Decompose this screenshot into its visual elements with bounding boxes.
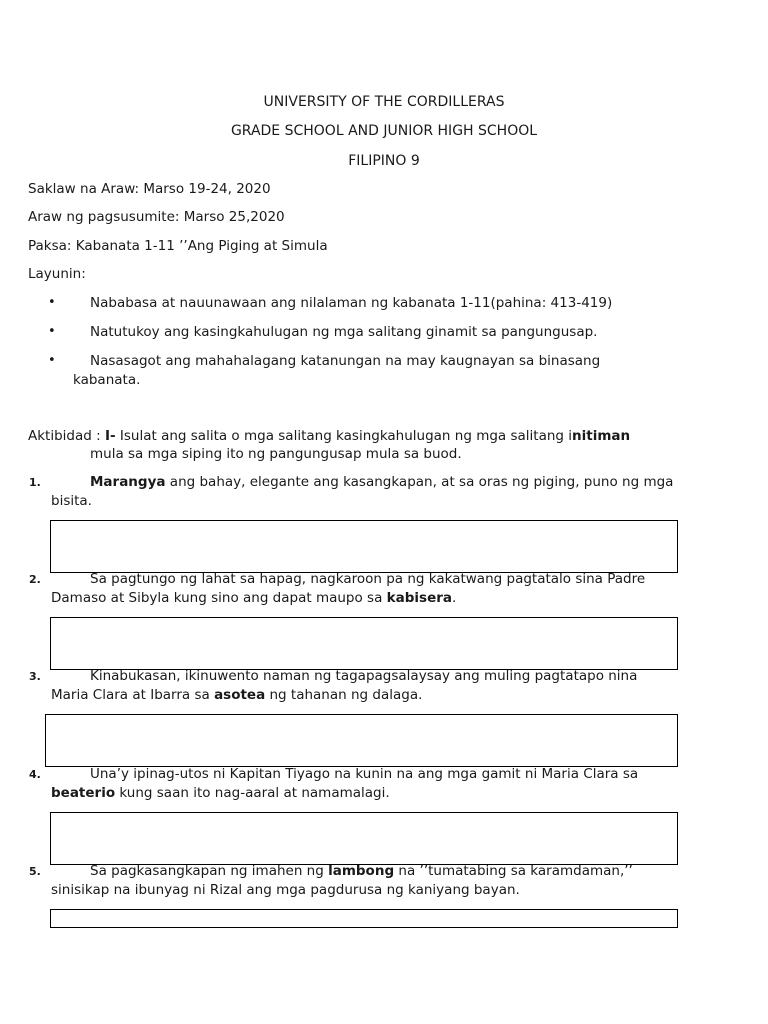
subject-title: FILIPINO 9	[348, 153, 420, 169]
activity-label: Aktibidad :	[28, 428, 105, 444]
bullet-icon: •	[48, 295, 56, 310]
target-word: Marangya	[90, 474, 166, 490]
target-word: kabisera	[386, 590, 452, 606]
objective-item: Nasasagot ang mahahalagang katanungan na may kaugnayan sa binasang kabanata.	[73, 353, 601, 388]
answer-box-1[interactable]	[50, 520, 678, 573]
activity-bold-word: nitiman	[572, 428, 631, 444]
item-number: 4.	[29, 768, 41, 781]
item-sentence: Sa pagkasangkapan ng imahen ng lambong na ’’tumatabing sa karamdaman,’’ sinisikap na ibunyag ni Rizal ang mga pagdurusa ng kaniyang bayan.	[51, 863, 633, 898]
objective-item: Natutukoy ang kasingkahulugan ng mga salitang ginamit sa pangungusap.	[90, 324, 598, 340]
item-sentence: Sa pagtungo ng lahat sa hapag, nagkaroon pa ng kakatwang pagtatalo sina Padre Damaso at Sibyla kung sino ang dapat maupo sa kabisera.	[51, 571, 646, 606]
target-word: beaterio	[51, 785, 116, 801]
objective-item: Nababasa at nauunawaan ang nilalaman ng kabanata 1-11(pahina: 413-419)	[90, 295, 613, 311]
objectives-label: Layunin:	[28, 266, 86, 282]
item-number: 5.	[29, 865, 41, 878]
answer-box-3[interactable]	[45, 714, 678, 767]
submission-date-line: Araw ng pagsusumite: Marso 25,2020	[28, 209, 285, 225]
item-number: 1.	[29, 476, 41, 489]
answer-box-4[interactable]	[50, 812, 678, 865]
topic-line: Paksa: Kabanata 1-11 ’’Ang Piging at Simula	[28, 238, 328, 254]
item-number: 2.	[29, 573, 41, 586]
item-sentence: Kinabukasan, ikinuwento naman ng tagapagsalaysay ang muling pagtatapo nina Maria Clara at Ibarra sa asotea ng tahanan ng dalaga.	[51, 668, 638, 703]
answer-box-2[interactable]	[50, 617, 678, 670]
activity-text: Isulat ang salita o mga salitang kasingkahulugan ng mga salitang i	[115, 428, 573, 444]
item-number: 3.	[29, 670, 41, 683]
school-title: GRADE SCHOOL AND JUNIOR HIGH SCHOOL	[230, 123, 538, 139]
bullet-icon: •	[48, 324, 56, 339]
saklaw-line: Saklaw na Araw: Marso 19-24, 2020	[28, 181, 271, 197]
target-word: lambong	[328, 863, 395, 879]
activity-instructions	[28, 427, 668, 463]
item-sentence: Una’y ipinag-utos ni Kapitan Tiyago na kunin na ang mga gamit ni Maria Clara sa beaterio kung saan ito nag-aaral at namamalagi.	[51, 766, 639, 801]
bullet-icon: •	[48, 353, 56, 368]
activity-numeral: I-	[104, 428, 116, 444]
activity-continuation: mula sa mga siping ito ng pangungusap mula sa buod.	[90, 446, 462, 462]
item-sentence: Marangya ang bahay, elegante ang kasangkapan, at sa oras ng piging, puno ng mga bisita.	[51, 474, 674, 509]
target-word: asotea	[214, 687, 266, 703]
university-title: UNIVERSITY OF THE CORDILLERAS	[263, 94, 505, 110]
answer-box-5[interactable]	[50, 909, 678, 928]
